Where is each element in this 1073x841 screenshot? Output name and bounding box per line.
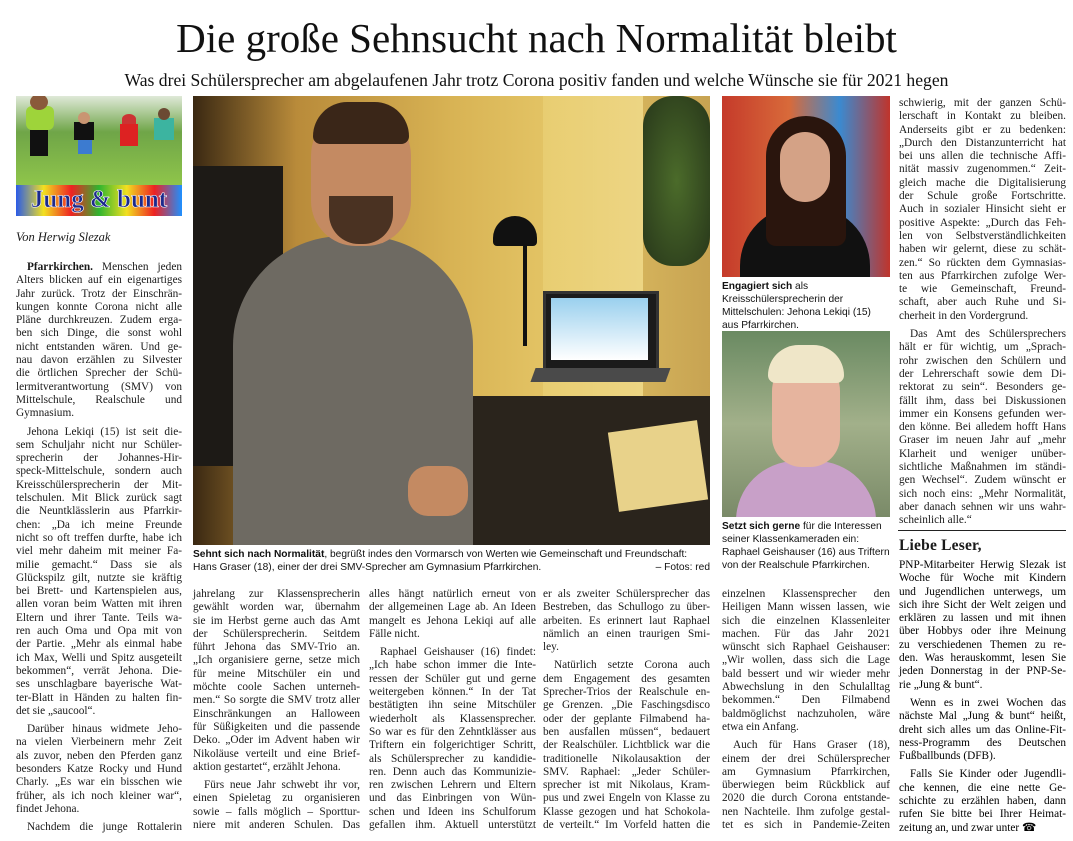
- text-line: der Partie. „Mehr als einmal habe: [16, 638, 182, 651]
- text-line: rohr zwischen den Schülern und: [899, 354, 1066, 367]
- dateline: Pfarrkirchen.: [27, 261, 93, 273]
- text-line: sich ihre Sicht der Welt zeigen und: [899, 598, 1066, 611]
- text-line: Einschränkungen an Halloween: [193, 707, 360, 720]
- text-line: führt Jehona das SMV-Trio an.: [193, 641, 360, 654]
- paragraph: [899, 328, 1066, 527]
- text-line: Abwechslung in den Schulalltag: [722, 681, 890, 694]
- paragraph: [543, 659, 710, 832]
- article-column-3: [369, 588, 536, 837]
- text-line: nächste Mal „Jung & bunt“ heißt,: [899, 710, 1066, 723]
- text-line: hält er für wichtig, um „Sprach-: [899, 341, 1066, 354]
- text-line: bei Brett- und Kartenspielen aus,: [16, 585, 182, 598]
- caption-jehona: [722, 280, 890, 332]
- text-line: den. Was herauskommt, lesen Sie: [899, 652, 1066, 665]
- byline: Von Herwig Slezak: [16, 230, 111, 244]
- text-line: die örtlichen Sprecher der Schü-: [16, 367, 182, 380]
- text-line: lerschaft in Kontakt zu bleiben.: [899, 110, 1066, 123]
- main-photo-caption: [193, 548, 710, 574]
- text-line: gefallen ihm. Aktuell unterstützt: [369, 819, 536, 832]
- text-line: Das Amt des Schülersprechers: [910, 328, 1066, 341]
- photo-jehona-lekiqi: [722, 96, 890, 277]
- paragraph: [193, 779, 360, 832]
- text-line: Fälle nicht.: [369, 627, 420, 640]
- text-line: nen Nachteile. Ihm zufolge gestal-: [722, 805, 890, 818]
- text-line: zu verschiedenen Themen zu re-: [899, 638, 1066, 651]
- text-line: Klarheit und weniger unüber-: [899, 447, 1066, 460]
- text-line: nicht entstanden wären. Und ge-: [16, 340, 182, 353]
- text-line: che kennen, die eine nette Ge-: [899, 781, 1066, 794]
- info-box-heading: Liebe Leser,: [899, 537, 982, 554]
- text-line: sem Schuljahr nicht nur Schüler-: [16, 438, 182, 451]
- text-line: Sprecher-Trios der Realschule en-: [543, 686, 710, 699]
- paragraph: [722, 739, 890, 832]
- text-line: Kreisschülersprecherin der Mit-: [16, 478, 182, 491]
- text-line: als Schülersprecher zu kandidie-: [369, 752, 536, 765]
- caption-bold: Sehnt sich nach Normalität: [193, 549, 325, 560]
- text-line: Pläne durchkreuzen. Zudem erga-: [16, 314, 182, 327]
- text-line: am Gymnasium Pfarrkirchen,: [722, 765, 890, 778]
- text-line: bekommen.“ Den Filmabend: [722, 694, 890, 707]
- text-line: Bestreben, das Schullogo zu über-: [543, 601, 710, 614]
- paragraph: [369, 646, 536, 832]
- text-line: nicht so oft treffen durfte, habe ich: [16, 531, 182, 544]
- text-line: telschulen. Mit Blick zurück sagt: [16, 492, 182, 505]
- text-line: Fürs neue Jahr schwebt ihr vor,: [204, 779, 360, 792]
- text-line: bekommen“, verrät Jehona. Die-: [16, 664, 182, 677]
- text-line: Nachdem die junge Rottalerin: [27, 821, 182, 834]
- text-line: immer ein Konsens gefunden wer-: [899, 407, 1066, 420]
- caption-bold: Engagiert sich: [722, 281, 793, 292]
- text-line: milie gemacht.“ Dass sie als: [16, 558, 182, 571]
- text-line: schaft, aber auch Ruhe und Si-: [899, 296, 1066, 309]
- caption-text: , begrüßt indes den Vormarsch von Werten wie Gemeinschaft und Freundschaft: Hans Graser (18), einer der drei SMV-Sprecher am Gymnasium Pfarrkirchen.: [193, 549, 688, 573]
- text-line: „Durch den Distanzunterricht hat: [899, 136, 1066, 149]
- subheadline: Was drei Schülersprecher am abgelaufenen Jahr trotz Corona positiv fanden und welche Wünsche sie für 2021 hegen: [124, 70, 949, 90]
- text-line: Auch in sozialer Hinsicht sieht er: [899, 203, 1066, 216]
- text-line: kungen konnte Corona nicht alle: [16, 300, 182, 313]
- paragraph: [543, 588, 710, 654]
- text-line: wiederholt als Klassensprecher.: [369, 712, 536, 725]
- text-line: Deko. „Oder im Advent haben wir: [193, 734, 360, 747]
- text-line: der Schülersprecherin. Seitdem: [193, 627, 360, 640]
- text-line: SMV. Raphael: „Jeder Schüler-: [543, 765, 710, 778]
- text-line: lermitverantwortung (SMV) von: [16, 380, 182, 393]
- text-line: Eltern und ihrer Tante. Teils wa-: [16, 611, 182, 624]
- text-line: „Ich organisiere gerne, setze mich: [193, 654, 360, 667]
- text-line: pus und zwei Engeln von Klasse zu: [543, 792, 710, 805]
- text-line: für Süßigkeiten und die passende: [193, 720, 360, 733]
- text-line: bei uns allen die technische Affi-: [899, 150, 1066, 163]
- text-line: schen und Ideen ins Schulforum: [369, 805, 536, 818]
- text-line: sprecher ist mit Nikolaus, Kram-: [543, 779, 710, 792]
- text-line: schichte zu erzählen haben, dann: [899, 795, 1066, 808]
- paragraph: [722, 588, 890, 734]
- text-line: „Ich habe schon immer die Inte-: [369, 659, 536, 672]
- text-line: „Wir wollen, dass sich die Lage: [722, 654, 890, 667]
- text-line: te wie Gemeinschaft, Freund-: [899, 283, 1066, 296]
- text-line: det sie „saucool“.: [16, 704, 96, 717]
- text-line: überwiegen beim Rückblick auf: [722, 779, 890, 792]
- logo-text: Jung & bunt: [30, 186, 168, 213]
- headline: Die große Sehnsucht nach Normalität bleibt: [176, 15, 897, 61]
- text-line: tet es sich in Pandemie-Zeiten: [722, 819, 890, 832]
- text-line: nität massiv zugenommen.“ Zeit-: [899, 163, 1066, 176]
- text-line: nämlich an einen traurigen Smi-: [543, 627, 710, 640]
- text-line: einzelnen Klassensprecher den: [722, 588, 890, 600]
- photo-raphael-geishauser: [722, 331, 890, 517]
- text-line: etwa ein Anfang.: [722, 720, 799, 733]
- text-line: bestätigten ihn seine Mitschüler: [369, 699, 536, 712]
- text-line: und das Einbringen von Wün-: [369, 792, 536, 805]
- paragraph: [899, 768, 1066, 834]
- text-line: Nikoläuse verteilt und eine Brief-: [193, 747, 360, 760]
- text-line: die Neuntklässlerin aus Pfarrkir-: [16, 505, 182, 518]
- article-column-4: [543, 588, 710, 837]
- text-line: rie „Jung & bunt“.: [899, 678, 983, 691]
- paragraph: [16, 723, 182, 816]
- text-line: Gymnasium.: [16, 407, 75, 420]
- text-line: sich die einzelnen Klassenleiter: [722, 614, 890, 627]
- text-line: bald bessert und wir wieder mehr: [722, 667, 890, 680]
- text-line: viel mehr daheim mit meiner Fa-: [16, 545, 182, 558]
- text-line: baldmöglichst nachzuholen, wäre: [722, 707, 890, 720]
- paragraph: [16, 426, 182, 719]
- text-line: jahrelang zur Klassensprecherin: [193, 588, 360, 600]
- text-line: ses unschlagbare bayerische Wat-: [16, 678, 182, 691]
- text-line: speck-Mittelschule, sondern auch: [16, 465, 182, 478]
- text-line: fällt ihm, dass bei Diskussionen: [899, 394, 1066, 407]
- text-line: Heiligen Mann wissen lassen, wie: [722, 601, 890, 614]
- text-line: Woche für Woche mit Kindern: [899, 572, 1066, 585]
- text-line: allen voran beim Watten mit ihren: [16, 598, 182, 611]
- text-line: haben wir gelernt, diese zu schät-: [899, 243, 1066, 256]
- text-line: schwierig, mit der ganzen Schü-: [899, 97, 1066, 109]
- text-line: ge Grenzen. „Die Faschingsdisco: [543, 699, 710, 712]
- text-line: ren zwischen Lehrern und Eltern: [369, 779, 536, 792]
- text-line: Fußballbunds (DFB).: [899, 750, 996, 763]
- text-line: Alters blicken auf ein eigenartiges: [16, 274, 182, 287]
- text-line: sie im Herbst gerne auch das Amt: [193, 614, 360, 627]
- text-line: der Realschüler. Lichtblick war die: [543, 739, 710, 752]
- info-box-text: [899, 559, 1066, 840]
- photo-credit: – Fotos: red: [655, 562, 710, 573]
- text-line: früher, als ich noch kleiner war“,: [16, 789, 182, 802]
- text-line: positive Aspekte: „Durch das Feh-: [899, 216, 1066, 229]
- text-line: Triftern ein folgerichtiger Schritt,: [369, 739, 536, 752]
- text-line: na vielen Vierbeinern mehr Zeit: [16, 736, 182, 749]
- text-line: Graser im neuen Jahr auf „mehr: [899, 434, 1066, 447]
- jung-und-bunt-logo: [16, 96, 182, 216]
- text-line: len von Selbstverständlichkeiten: [899, 229, 1066, 242]
- text-line: einem der drei Schülersprecher: [722, 752, 890, 765]
- text-line: mangelt es Jehona Lekiqi auf alle: [369, 614, 536, 627]
- text-line: dreht sich alles um das Online-Fit-: [899, 723, 1066, 736]
- text-line: ter-Blatt in Händen zu halten fin-: [16, 691, 182, 704]
- text-line: Mittelschule, Realschule und: [16, 393, 182, 406]
- article-column-6: [899, 97, 1066, 533]
- text-line: einen Spieletag zu organisieren: [193, 792, 360, 805]
- text-line: der Lehrerschaft sowie dem Di-: [899, 367, 1066, 380]
- text-line: Darüber hinaus widmete Jeho-: [27, 723, 182, 736]
- text-line: arbeiten. Es erinnert laut Raphael: [543, 614, 710, 627]
- text-line: für meine Mitschüler ein und: [193, 667, 360, 680]
- text-line: aber danach sehnen wir uns wahr-: [899, 500, 1066, 513]
- text-line: findet Jehona.: [16, 802, 80, 815]
- text-line: scheinlich alle.“: [899, 514, 972, 527]
- text-line: ich Max, Welli und Spitz ausgeteilt: [16, 651, 182, 664]
- text-line: er als zweiter Schülersprecher das: [543, 588, 710, 600]
- paragraph: [369, 588, 536, 641]
- text-line: oder der geplante Filmabend ha-: [543, 712, 710, 725]
- text-line: PNP-Mitarbeiter Herwig Slezak ist: [899, 559, 1066, 571]
- text-line: weitergeben können.“ In der Tat: [369, 686, 536, 699]
- text-line: Pfarrkirchen. Menschen jeden: [27, 261, 182, 273]
- text-line: sichtliche Maßnahmen im ständi-: [899, 461, 1066, 474]
- text-line: de verteilt.“ Im Vorfeld hatten die: [543, 819, 710, 832]
- text-line: chen: „Da ich meine Freunde: [16, 518, 182, 531]
- text-line: sowie – falls möglich – Sporttur-: [193, 805, 360, 818]
- text-line: möchte coole Sachen unterneh-: [193, 681, 360, 694]
- text-line: machen. Für das Jahr 2021: [722, 627, 890, 640]
- text-line: dem Engagement des gesamten: [543, 672, 710, 685]
- text-line: Glückspilz gilt, nutzte sie kräftig: [16, 571, 182, 584]
- text-line: und Jugendlichen unterwegs, um: [899, 585, 1066, 598]
- article-column-5: [722, 588, 890, 837]
- article-column-2: [193, 588, 360, 837]
- text-line: traditionelle Nikolausaktion der: [543, 752, 710, 765]
- text-line: ten aus Pfarrkirchen zufolge Wer-: [899, 269, 1066, 282]
- text-line: rufen Sie bitte bei Ihrer Heimat-: [899, 808, 1066, 821]
- text-line: ben sich Dinge, die sonst wohl: [16, 327, 182, 340]
- text-line: zen.“ So rückten dem Gymnasias-: [899, 256, 1066, 269]
- paragraph: [16, 821, 182, 834]
- text-line: Jehona Lekiqi (15) ist seit die-: [27, 425, 182, 438]
- paragraph: [193, 588, 360, 774]
- text-line: Falls Sie Kinder oder Jugendli-: [910, 768, 1066, 781]
- text-line: gewählt worden war, übernahm: [193, 601, 360, 614]
- text-line: rektorat zu sein“. Besonders ge-: [899, 381, 1066, 394]
- text-line: men.“ So sorgte die SMV trotz aller: [193, 694, 360, 707]
- text-line: erklären zu lassen und mit ihnen: [899, 612, 1066, 625]
- text-line: Anderseits gibt er zu bedenken:: [899, 123, 1066, 136]
- text-line: Klasse gezogen und hat Schokola-: [543, 805, 710, 818]
- text-line: jeden Donnerstag in der PNP-Se-: [899, 665, 1066, 678]
- text-line: Wenn es in zwei Wochen das: [910, 696, 1066, 709]
- text-line: niere mit anderen Schulen. Das: [193, 819, 360, 832]
- text-line: Charly. „Es war ein bisschen wie: [16, 776, 182, 789]
- text-line: zeitung an, und zwar unter ☎: [899, 821, 1037, 834]
- text-line: ben ausfallen müssen“, bedauert: [543, 725, 710, 738]
- text-line: aktion gestartet“, erzählt Jehona.: [193, 760, 341, 773]
- paragraph: [16, 261, 182, 421]
- text-line: besonders Katze Rocky und Hund: [16, 762, 182, 775]
- text-line: sich noch eins: „Mehr Normalität,: [899, 487, 1066, 500]
- text-line: den könne. Bei alledem hofft Hans: [899, 421, 1066, 434]
- text-line: über Hobbys oder ihre Meinung: [899, 625, 1066, 638]
- caption-text: für die Interessen seiner Klassenkameraden ein: Raphael Geishauser (16) aus Triftern von der Realschule Pfarrkirchen.: [722, 521, 890, 571]
- text-line: ren. Denn auch das Kommunizie-: [369, 765, 536, 778]
- text-line: gen Wechsel“. Zudem wünscht er: [899, 474, 1066, 487]
- text-line: ressen der Schüler gut und gerne: [369, 672, 536, 685]
- text-line: als zuvor, neben den Pferden ganz: [16, 749, 182, 762]
- text-line: ness-Programm des Deutschen: [899, 736, 1066, 749]
- caption-raphael: [722, 520, 890, 572]
- text-line: ley.: [543, 641, 559, 654]
- text-line: gleich mache die Digitalisierung: [899, 176, 1066, 189]
- text-line: der allgemeinen Lage ab. An Ideen: [369, 601, 536, 614]
- text-line: sprecherin der Johannes-Hir-: [16, 452, 182, 465]
- paragraph: [899, 697, 1066, 763]
- text-line: ren auch Oma und Opa mit von: [16, 625, 182, 638]
- info-box-divider: [898, 530, 1066, 531]
- text-line: Auch für Hans Graser (18),: [733, 739, 890, 752]
- text-line: 2020 die durch Corona entstande-: [722, 792, 890, 805]
- article-column-1: [16, 261, 182, 839]
- text-line: wünscht sich Raphael Geishauser:: [722, 641, 890, 654]
- paragraph: [899, 97, 1066, 323]
- main-photo-hans-graser: [193, 96, 710, 545]
- paragraph: [899, 559, 1066, 692]
- text-line: Jahr zurück. Trotz der Einschrän-: [16, 287, 182, 300]
- text-line: alles hängt natürlich erneut von: [369, 588, 536, 600]
- text-line: nau davon erzählen zu Silvester: [16, 354, 182, 367]
- text-line: der Schule große Fortschritte.: [899, 190, 1066, 203]
- caption-text: als Kreisschülersprecherin der Mittelschulen: Jehona Lekiqi (15) aus Pfarrkirchen.: [722, 281, 871, 331]
- text-line: So war es für den Zehntklässer aus: [369, 725, 536, 738]
- text-line: Raphael Geishauser (16) findet:: [380, 646, 536, 659]
- text-line: Natürlich setzte Corona auch: [554, 659, 710, 672]
- caption-bold: Setzt sich gerne: [722, 521, 801, 532]
- text-line: cherheit in den Vordergrund.: [899, 309, 1029, 322]
